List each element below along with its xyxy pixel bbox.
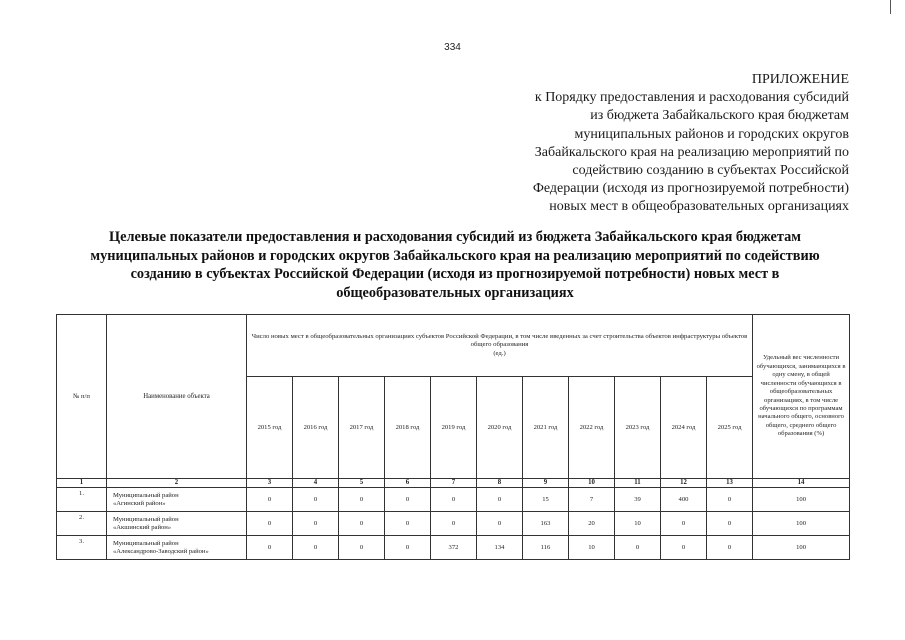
header-year: 2015 год	[247, 377, 293, 479]
value-cell: 0	[661, 536, 707, 560]
header-year: 2023 год	[615, 377, 661, 479]
scan-edge-mark	[890, 0, 891, 14]
value-cell: 134	[477, 536, 523, 560]
column-index: 5	[339, 479, 385, 488]
header-num: № п/п	[57, 315, 107, 479]
column-index: 4	[293, 479, 339, 488]
column-index: 2	[107, 479, 247, 488]
value-cell: 0	[615, 536, 661, 560]
column-index: 3	[247, 479, 293, 488]
page-number: 334	[444, 42, 461, 53]
appendix-line: муниципальных районов и городских округов	[574, 126, 849, 142]
value-cell: 0	[247, 488, 293, 512]
header-year: 2024 год	[661, 377, 707, 479]
value-cell: 15	[523, 488, 569, 512]
header-year: 2020 год	[477, 377, 523, 479]
appendix-line: Федерации (исходя из прогнозируемой потребности)	[532, 181, 849, 197]
value-cell: 0	[385, 512, 431, 536]
header-year: 2018 год	[385, 377, 431, 479]
row-number: 3.	[57, 536, 107, 560]
column-index-row	[57, 479, 850, 488]
header-new-places-text: Число новых мест в общеобразовательных организациях субъектов Российской Федерации, в том числе введенных за счет строительства объектов инфраструктуры объектов общего образования	[251, 332, 748, 349]
value-cell: 400	[661, 488, 707, 512]
value-cell: 372	[431, 536, 477, 560]
value-cell: 0	[339, 536, 385, 560]
value-cell: 0	[293, 488, 339, 512]
object-name-line: Муниципальный район	[113, 515, 179, 523]
column-index: 11	[615, 479, 661, 488]
table-row	[57, 512, 850, 536]
object-name-line: Муниципальный район	[113, 539, 179, 547]
value-cell: 0	[707, 488, 753, 512]
title-line: общеобразовательных организациях	[336, 284, 574, 301]
header-new-places-unit: (ед.)	[493, 349, 506, 357]
object-name	[107, 536, 247, 560]
value-cell: 10	[615, 512, 661, 536]
column-index: 13	[707, 479, 753, 488]
appendix-line: к Порядку предоставления и расходования субсидий	[534, 90, 849, 106]
header-year: 2016 год	[293, 377, 339, 479]
value-cell: 0	[385, 488, 431, 512]
value-cell: 0	[247, 512, 293, 536]
value-cell: 0	[477, 488, 523, 512]
value-cell: 0	[707, 536, 753, 560]
value-cell: 0	[293, 512, 339, 536]
header-year: 2022 год	[569, 377, 615, 479]
appendix-line: ПРИЛОЖЕНИЕ	[751, 72, 849, 87]
value-cell: 163	[523, 512, 569, 536]
value-cell: 39	[615, 488, 661, 512]
header-year: 2021 год	[523, 377, 569, 479]
value-cell: 0	[293, 536, 339, 560]
appendix-line: содействию созданию в субъектах Российской	[572, 163, 849, 179]
document-title	[60, 228, 850, 302]
targets-table	[56, 314, 850, 560]
value-cell: 0	[431, 488, 477, 512]
row-number: 2.	[57, 512, 107, 536]
object-name-line: «Александрово-Заводский район»	[113, 547, 209, 555]
object-name-line: «Агинский район»	[113, 499, 166, 507]
title-line: муниципальных районов и городских округов Забайкальского края на реализацию мероприятий по содействию	[90, 247, 820, 264]
value-cell: 0	[661, 512, 707, 536]
header-year: 2017 год	[339, 377, 385, 479]
header-name: Наименование объекта	[107, 315, 247, 479]
appendix-block	[469, 71, 849, 217]
column-index: 1	[57, 479, 107, 488]
share-cell: 100	[753, 488, 850, 512]
value-cell: 0	[431, 512, 477, 536]
header-share: Удельный вес численности обучающихся, занимающихся в одну смену, в общей численности обучающихся в общеобразовательных организациях, в том числе обучающихся по программам начального общего, основного общего, среднего общего образования (%)	[753, 315, 850, 479]
column-index: 8	[477, 479, 523, 488]
share-cell: 100	[753, 512, 850, 536]
value-cell: 0	[707, 512, 753, 536]
appendix-line: из бюджета Забайкальского края бюджетам	[590, 108, 849, 124]
column-index: 7	[431, 479, 477, 488]
object-name-line: Муниципальный район	[113, 491, 179, 499]
header-new-places	[247, 315, 753, 377]
header-year: 2019 год	[431, 377, 477, 479]
object-name	[107, 512, 247, 536]
column-index: 10	[569, 479, 615, 488]
table-row	[57, 536, 850, 560]
column-index: 6	[385, 479, 431, 488]
value-cell: 0	[247, 536, 293, 560]
share-cell: 100	[753, 536, 850, 560]
value-cell: 0	[339, 512, 385, 536]
object-name	[107, 488, 247, 512]
column-index: 9	[523, 479, 569, 488]
table-row	[57, 488, 850, 512]
appendix-line: новых мест в общеобразовательных организациях	[549, 199, 849, 215]
value-cell: 10	[569, 536, 615, 560]
appendix-line: Забайкальского края на реализацию мероприятий по	[534, 144, 849, 160]
object-name-line: «Акшинский район»	[113, 523, 172, 531]
column-index: 14	[753, 479, 850, 488]
title-line: Целевые показатели предоставления и расходования субсидий из бюджета Забайкальского края бюджетам	[109, 229, 801, 245]
title-line: созданию в субъектах Российской Федерации (исходя из прогнозируемой потребности) новых мест в	[130, 266, 780, 282]
value-cell: 116	[523, 536, 569, 560]
value-cell: 0	[339, 488, 385, 512]
value-cell: 20	[569, 512, 615, 536]
value-cell: 7	[569, 488, 615, 512]
header-year: 2025 год	[707, 377, 753, 479]
column-index: 12	[661, 479, 707, 488]
value-cell: 0	[477, 512, 523, 536]
value-cell: 0	[385, 536, 431, 560]
row-number: 1.	[57, 488, 107, 512]
